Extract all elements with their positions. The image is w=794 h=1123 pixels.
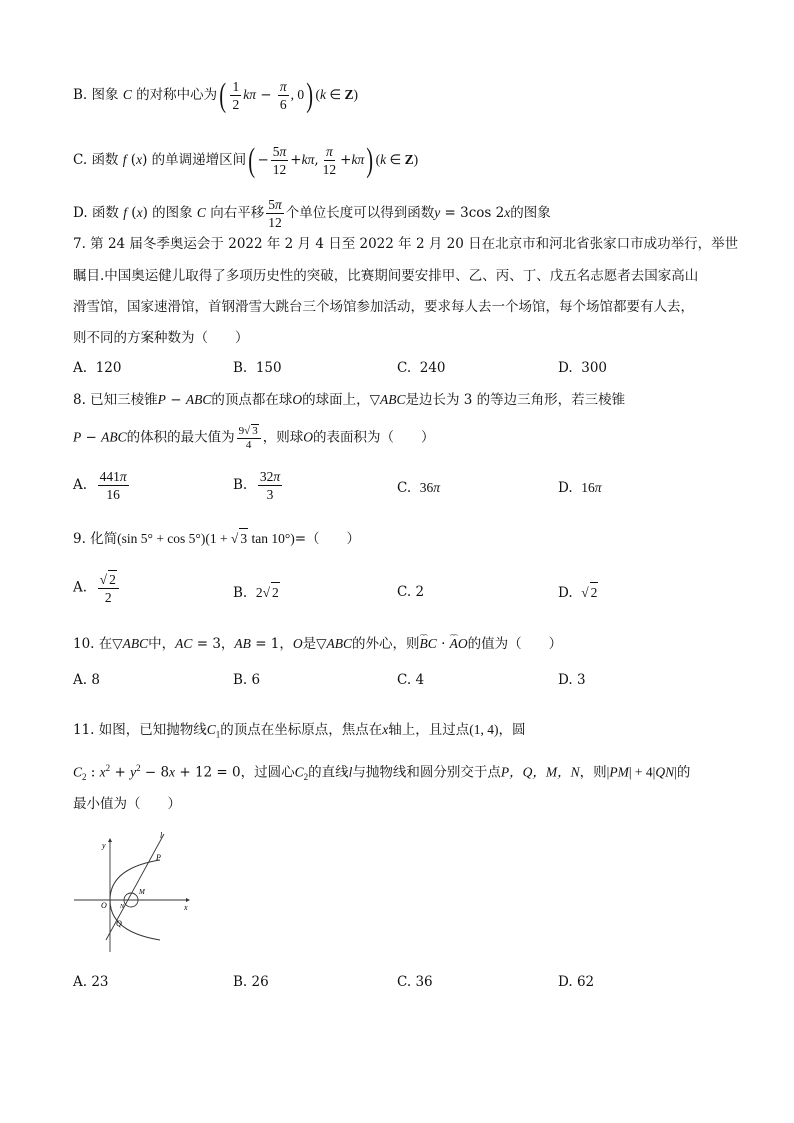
q9-option-b: B. 2√ 2 — [233, 582, 280, 603]
q10-option-d: D. 3 — [558, 672, 586, 688]
option-text: 图象 — [91, 87, 119, 103]
option-c-prev: C. 函数 f (x) 的单调递增区间( − $\frac{5\pi}{12}$ +kπ, $\frac{\pi}{12}$ +kπ) (k ∈ Z) — [73, 141, 419, 179]
option-b-prev: B. 图象 C 的对称中心为( $\frac{1}{2}$ kπ − $\frac{\pi}{6}$ , 0) (k ∈ Z) — [73, 76, 358, 114]
label-p: P — [156, 853, 161, 862]
label-l: l — [160, 831, 163, 840]
q8-option-a: A. $\frac{441\pi}{16}$ — [73, 469, 127, 502]
option-text: 向右平移 — [210, 205, 265, 221]
y-axis-arrow-icon — [108, 838, 112, 842]
q10-option-b: B. 6 — [233, 672, 261, 688]
q11-option-a: A. 23 — [73, 974, 109, 990]
label-q: Q — [116, 919, 122, 928]
q7-option-d: D. 300 — [558, 360, 608, 376]
q11-line2: $C_2$ : $x^2 + y^2 - 8x + 12 = 0$，过圆心$C_2$的直线l与抛物线和圆分别交于点P，Q，M，N，则|PM| + 4|QN|的 — [73, 763, 691, 783]
q10-option-c: C. 4 — [397, 672, 425, 688]
q11-option-b: B. 26 — [233, 974, 269, 990]
q7-line3: 滑雪馆，国家速滑馆，首钢滑雪大跳台三个场馆参加活动，要求每人去一个场馆，每个场馆都要有人去， — [73, 299, 694, 315]
q11-line1: 11. 如图，已知抛物线$C_1$的顶点在坐标原点，焦点在x轴上，且过点(1, 4)，圆 — [73, 722, 526, 740]
option-d-prev: D. 函数 f (x) 的图象 C 向右平移 $\frac{5\pi}{12}$ 个单位长度可以得到函数y = 3cos 2x的图象 — [73, 197, 551, 230]
label-y: y — [102, 841, 106, 850]
option-text: 个单位长度可以得到函数 — [285, 205, 435, 221]
q7-option-b: B. 150 — [233, 360, 282, 376]
q7-option-a: A. 120 — [73, 360, 122, 376]
x-axis-arrow-icon — [186, 898, 190, 902]
q11-line3: 最小值为（ ） — [73, 796, 181, 812]
label-o: O — [101, 901, 107, 910]
line-l — [106, 834, 164, 940]
option-label: D. — [73, 205, 88, 221]
q9-line: 9. 化简(sin 5° + cos 5°)(1 + √ 3 tan 10°)=（ ） — [73, 528, 360, 549]
option-label: C. — [73, 152, 88, 168]
option-label: B. — [73, 87, 88, 103]
q10-option-a: A. 8 — [73, 672, 100, 688]
q8-line2: P − ABC的体积的最大值为 $\frac{9√ 3}{4}$ ，则球O的表面积为（ ） — [73, 425, 435, 451]
q11-figure — [68, 828, 198, 956]
q9-option-a: A. $\frac{√ 2}{2}$ — [73, 570, 121, 606]
q7-line4: 则不同的方案种数为（ ） — [73, 330, 249, 346]
q7-option-c: C. 240 — [397, 360, 446, 376]
q11-option-c: C. 36 — [397, 974, 433, 990]
q11-option-d: D. 62 — [558, 974, 595, 990]
option-text: 的单调递增区间 — [151, 152, 247, 168]
option-text: 的图象 — [510, 205, 551, 221]
q7-line1: 7. 第 24 届冬季奥运会于 2022 年 2 月 4 日至 2022 年 2 月 20 日在北京市和河北省张家口市成功举行，举世 — [73, 236, 739, 252]
q8-option-d: D. 16π — [558, 480, 602, 496]
q10-line: 10. 在▽ABC中，AC = 3，AB = 1，O是▽ABC的外心，则⌢⌢ BC · ⌢⌢ AO的值为（ ） — [73, 634, 562, 654]
label-m: M — [139, 888, 145, 896]
q8-option-c: C. 36π — [397, 480, 440, 496]
option-text: 函数 — [91, 205, 119, 221]
q8-line1: 8. 已知三棱锥P − ABC的顶点都在球O的球面上，▽ABC是边长为 3 的等边三角形，若三棱锥 — [73, 392, 626, 408]
q7-line2: 瞩目.中国奥运健儿取得了多项历史性的突破，比赛期间要安排甲、乙、丙、丁、戊五名志愿者去国家高山 — [73, 268, 699, 284]
q9-option-c: C. 2 — [397, 584, 425, 600]
option-text: 的对称中心为 — [136, 87, 218, 103]
label-x: x — [184, 903, 188, 912]
q9-option-d: D. √ 2 — [558, 582, 598, 603]
option-text: 函数 — [91, 152, 119, 168]
option-text: 的图象 — [152, 205, 193, 221]
q8-option-b: B. $\frac{32\pi}{3}$ — [233, 469, 281, 502]
label-n: N — [120, 904, 125, 910]
